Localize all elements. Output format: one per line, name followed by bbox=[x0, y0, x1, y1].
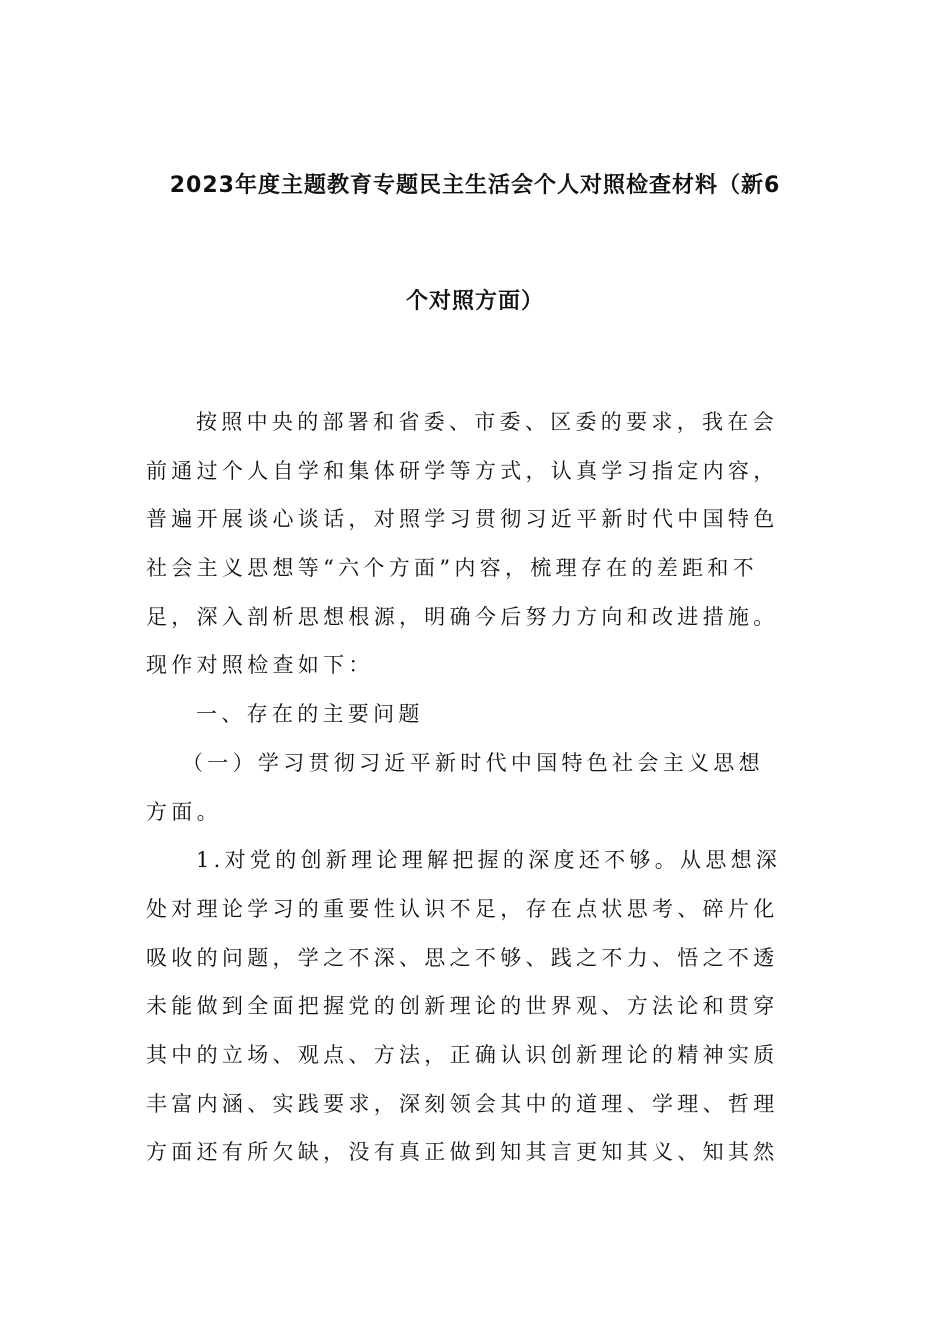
paragraph-intro-line-4: 社会主义思想等“六个方面”内容，梳理存在的差距和不 bbox=[146, 556, 758, 581]
paragraph-intro-line-6: 现作对照检查如下： bbox=[146, 653, 374, 678]
item-1-line-4: 未能做到全面把握党的创新理论的世界观、方法论和贯穿 bbox=[146, 994, 779, 1019]
paragraph-intro-line-5: 足，深入剖析思想根源，明确今后努力方向和改进措施。 bbox=[146, 604, 779, 629]
paragraph-intro-line-2: 前通过个人自学和集体研学等方式，认真学习指定内容， bbox=[146, 458, 779, 483]
paragraph-intro-line-1: 按照中央的部署和省委、市委、区委的要求，我在会 bbox=[196, 410, 778, 434]
paragraph-intro-line-3: 普遍开展谈心谈话，对照学习贯彻习近平新时代中国特色 bbox=[146, 507, 779, 532]
subsection-heading-1-line-1: （一）学习贯彻习近平新时代中国特色社会主义思想 bbox=[182, 750, 764, 775]
document-body bbox=[146, 398, 806, 1177]
item-1-line-7: 方面还有所欠缺，没有真正做到知其言更知其义、知其然 bbox=[146, 1140, 779, 1165]
item-1-line-5: 其中的立场、观点、方法，正确认识创新理论的精神实质 bbox=[146, 1042, 779, 1067]
item-1-line-1: 1.对党的创新理论理解把握的深度还不够。从思想深 bbox=[196, 848, 782, 873]
item-1-line-3: 吸收的问题，学之不深、思之不够、践之不力、悟之不透 bbox=[146, 945, 779, 970]
item-1-line-6: 丰富内涵、实践要求，深刻领会其中的道理、学理、哲理 bbox=[146, 1091, 779, 1116]
subsection-heading-1-line-2: 方面。 bbox=[146, 799, 222, 824]
document-title-line-1: 2023年度主题教育专题民主生活会个人对照检查材料（新6 bbox=[169, 173, 781, 198]
document-title-line-2: 个对照方面） bbox=[405, 289, 544, 314]
section-heading-1: 一、存在的主要问题 bbox=[196, 702, 424, 727]
item-1-line-2: 处对理论学习的重要性认识不足，存在点状思考、碎片化 bbox=[146, 896, 779, 921]
